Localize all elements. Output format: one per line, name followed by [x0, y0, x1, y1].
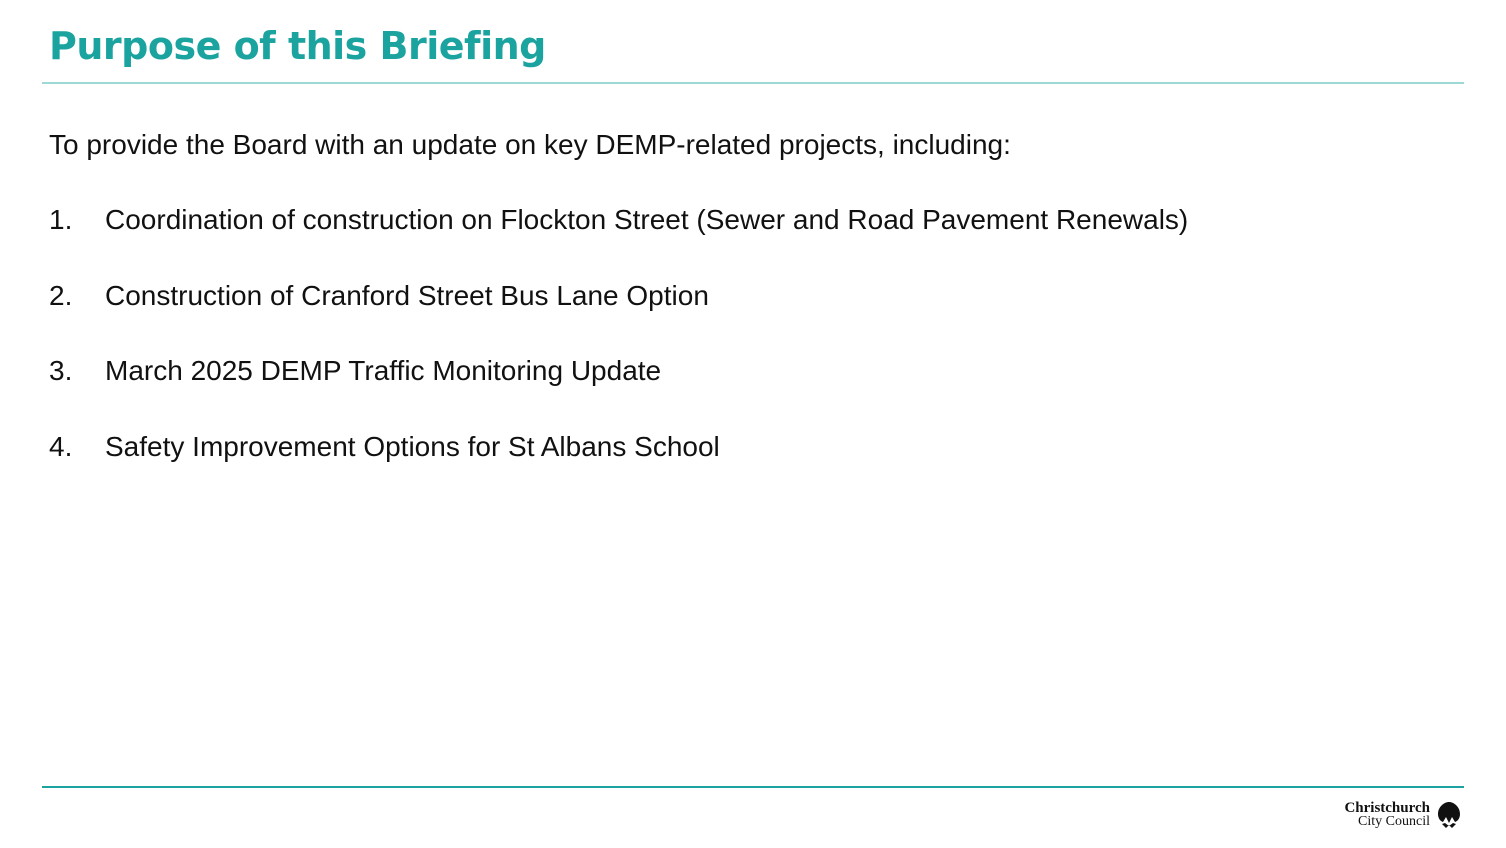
- list-item: [49, 277, 1188, 353]
- list-item-text: March 2025 DEMP Traffic Monitoring Update: [105, 355, 662, 386]
- council-logo: [1344, 800, 1464, 830]
- list-item-text: Coordination of construction on Flockton Street (Sewer and Road Pavement Renewals): [105, 204, 1189, 235]
- logo-line-1: Christchurch: [1344, 800, 1430, 816]
- title-divider: [42, 82, 1464, 84]
- logo-wordmark: [1344, 801, 1430, 829]
- slide-title: Purpose of this Briefing: [49, 24, 546, 68]
- list-item-number: 4.: [49, 430, 73, 462]
- list-item-number: 1.: [49, 204, 73, 235]
- list-item-number: 3.: [49, 355, 73, 386]
- intro-text: To provide the Board with an update on key DEMP-related projects, including:: [49, 129, 1011, 160]
- logo-line-2: City Council: [1358, 814, 1430, 829]
- list-item-text: Safety Improvement Options for St Albans School: [105, 430, 720, 462]
- council-logo-icon: [1434, 800, 1464, 830]
- list-item-text: Construction of Cranford Street Bus Lane Option: [105, 279, 709, 311]
- list-item-number: 2.: [49, 279, 73, 311]
- list-item: [49, 428, 1188, 504]
- project-list: [49, 201, 1188, 503]
- list-item: [49, 201, 1188, 277]
- list-item: [49, 352, 1188, 428]
- footer-divider: [42, 786, 1464, 788]
